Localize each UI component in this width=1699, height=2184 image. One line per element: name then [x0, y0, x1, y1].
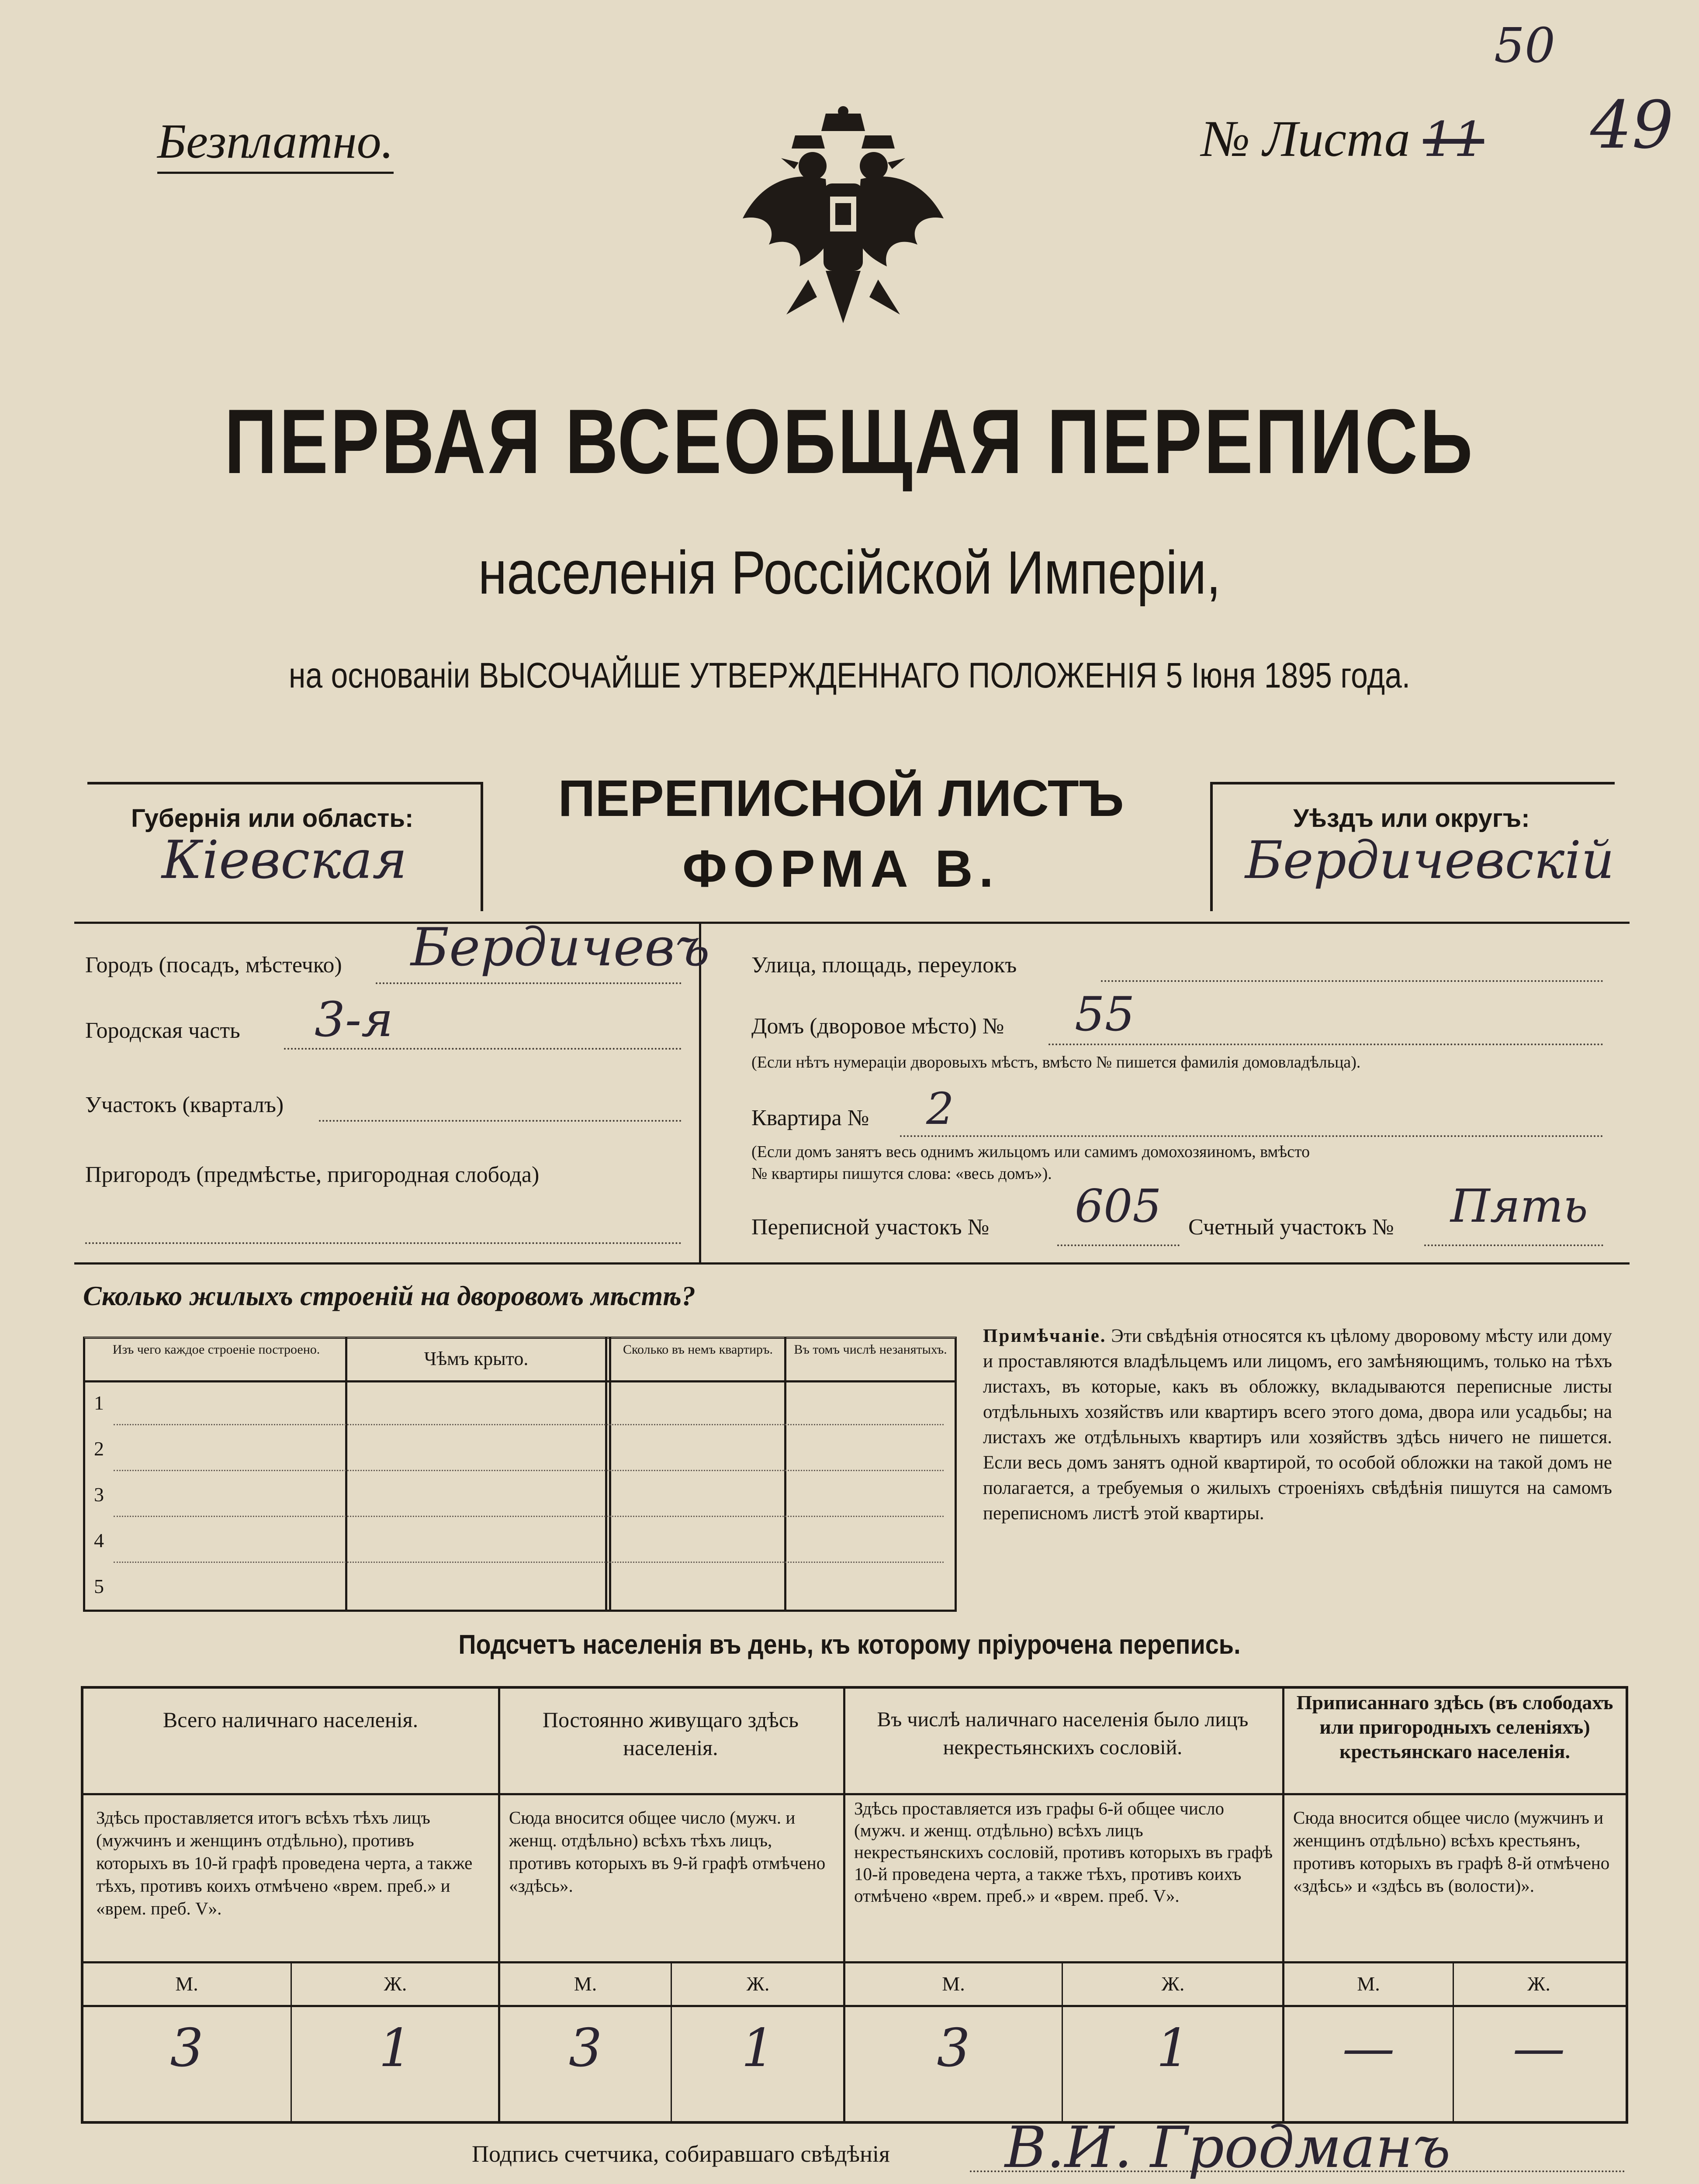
buildings-col2-header: Чѣмъ крыто.: [424, 1348, 529, 1369]
signature-label: Подпись счетчика, собиравшаго свѣдѣнія: [472, 2141, 890, 2167]
count-col4-female: —: [1512, 2018, 1565, 2079]
female-label: Ж.: [1161, 1973, 1185, 1995]
flat-line: [900, 1133, 1603, 1137]
free-label: Безплатно.: [157, 114, 394, 174]
flat-note-1: (Если домъ занятъ весь однимъ жильцомъ или самимъ домохозяиномъ, вмѣсто: [751, 1143, 1310, 1161]
gubernia-label: Губернія или область:: [131, 804, 414, 833]
count-col4-head: Приписаннаго здѣсь (въ слободахъ или пригородныхъ селеніяхъ) крестьянскаго населенія.: [1296, 1691, 1613, 1762]
count-col1-male: 3: [170, 2018, 204, 2079]
city-value: Бердичевъ: [411, 917, 710, 978]
uezd-label: Уѣздъ или округъ:: [1293, 804, 1530, 833]
buildings-row-5: [94, 1575, 104, 1598]
row-number: 2: [94, 1438, 104, 1460]
male-label: М.: [574, 1973, 597, 1995]
part-value: 3-я: [315, 992, 393, 1047]
count-col1-desc: Здѣсь проставляется итогъ всѣхъ тѣхъ лицъ (мужчинъ и женщинъ отдѣльно), противъ которыхъ въ 10-й графѣ проведена черта, а также тѣхъ, противъ коихъ отмѣчено «врем. преб.» и «врем. преб. V».: [96, 1807, 473, 1918]
male-label: М.: [175, 1973, 198, 1995]
address-top-rule: [74, 922, 1630, 924]
count-mf-sep: [1453, 1961, 1454, 2123]
count-col3-desc: Здѣсь проставляется изъ графы 6-й общее число (мужч. и женщ. отдѣльно) всѣхъ лицъ некрестьянскихъ сословій, противъ которыхъ въ графѣ 10-й проведена черта, а также тѣхъ, противъ коихъ отмѣчено «врем. преб.» и «врем. преб. V».: [854, 1798, 1273, 1906]
buildings-row-line: [114, 1470, 944, 1471]
census-area-label: Переписной участокъ №: [751, 1215, 990, 1240]
part-label: Городская часть: [85, 1018, 240, 1043]
count-col4-desc: Сюда вносится общее число (мужчинъ и женщинъ отдѣльно) всѣхъ крестьянъ, противъ которыхъ въ графѣ 8-й отмѣчено «здѣсь» и «здѣсь въ (волости)».: [1293, 1807, 1610, 1896]
street-line: [1101, 978, 1603, 982]
page-number: 50: [1494, 17, 1555, 73]
note-text: Эти свѣдѣнія относятся къ цѣлому дворовому мѣсту или дому и проставляются владѣльцемъ или лицомъ, его замѣняющимъ, только на тѣхъ листахъ, въ которые, какъ въ обложку, вкладываются переписные листы отдѣльныхъ хозяйствъ или квартиръ всего этого дома, двора или усадьбы; на листахъ же отдѣльныхъ квартиръ или хозяйствъ здѣсь ничего не пишется. Если весь домъ занятъ одной квартирой, то особой обложки на такой домъ не полагается, а требуемыя о жилыхъ строеніяхъ свѣдѣнія пишутся на самомъ переписномъ листѣ этой квартиры.: [983, 1326, 1612, 1524]
buildings-row-2: [94, 1437, 104, 1460]
count-title: Подсчетъ населенія въ день, къ которому пріурочена перепись.: [458, 1630, 1241, 1660]
bleed-through-left: [245, 175, 725, 358]
count-mf-rule: [81, 2005, 1627, 2007]
buildings-col-sep-1: [345, 1337, 347, 1610]
coat-of-arms-emblem: [725, 105, 961, 341]
count-col2-male: 3: [568, 2018, 602, 2079]
suburb-line: [85, 1241, 682, 1244]
note-lead: Примѣчаніе.: [983, 1326, 1107, 1346]
house-note: (Если нѣтъ нумераціи дворовыхъ мѣстъ, вмѣсто № пишется фамилія домовладѣльца).: [751, 1053, 1361, 1071]
uezd-value: Бердичевскій: [1245, 830, 1615, 890]
city-line: [376, 981, 682, 984]
note-block: [983, 1324, 1612, 1526]
buildings-header-rule: [83, 1380, 957, 1382]
female-label: Ж.: [384, 1973, 407, 1995]
census-area-value: 605: [1075, 1179, 1162, 1233]
row-number: 1: [94, 1392, 104, 1414]
flat-label: Квартира №: [751, 1106, 869, 1130]
buildings-question: Сколько жилыхъ строеній на дворовомъ мѣстѣ?: [83, 1280, 696, 1311]
sheet-number: [1201, 109, 1484, 169]
buildings-table: [83, 1337, 957, 1612]
count-col2-desc: Сюда вносится общее число (мужч. и женщ. отдѣльно) всѣхъ тѣхъ лицъ, противъ которыхъ въ 9-й графѣ отмѣчено «здѣсь».: [509, 1807, 826, 1896]
buildings-col4-header: Въ томъ числѣ незанятыхъ.: [794, 1342, 947, 1357]
count-desc-rule: [81, 1961, 1627, 1963]
buildings-row-1: [94, 1391, 104, 1414]
buildings-row-line: [114, 1516, 944, 1517]
buildings-col-sep-3: [784, 1337, 786, 1610]
buildings-col3-header: Сколько въ немъ квартиръ.: [623, 1342, 773, 1357]
suburb-label: Пригородъ (предмѣстье, пригородная слобода): [85, 1162, 540, 1187]
male-label: М.: [942, 1973, 965, 1995]
buildings-row-line: [114, 1424, 944, 1425]
area-line: [319, 1118, 682, 1122]
counting-area-line: [1424, 1243, 1603, 1246]
row-number: 5: [94, 1575, 104, 1597]
counting-area-value: Пять: [1450, 1179, 1588, 1233]
male-label: М.: [1357, 1973, 1380, 1995]
sheet-number-label: № Листа: [1201, 110, 1410, 167]
form-title: ФОРМА В.: [682, 840, 1000, 898]
count-col3-female: 1: [1156, 2018, 1190, 2079]
city-label: Городъ (посадъ, мѣстечко): [85, 953, 342, 978]
row-number: 4: [94, 1529, 104, 1552]
gubernia-value: Кіевская: [162, 830, 407, 891]
count-col2-female: 1: [741, 2018, 775, 2079]
buildings-col-sep-2: [605, 1337, 611, 1610]
basis-line: на основаніи ВЫСОЧАЙШЕ УТВЕРЖДЕННАГО ПОЛОЖЕНІЯ 5 Іюня 1895 года.: [288, 656, 1411, 695]
count-col1-female: 1: [378, 2018, 412, 2079]
house-label: Домъ (дворовое мѣсто) №: [751, 1014, 1004, 1039]
count-col4-male: —: [1342, 2018, 1395, 2079]
count-col1-head: Всего наличнаго населенія.: [163, 1707, 419, 1732]
buildings-row-3: [94, 1483, 104, 1506]
house-line: [1048, 1042, 1603, 1045]
sheet-number-handwritten: 49: [1590, 87, 1674, 163]
signature-value: В.И. Гродманъ: [1005, 2114, 1451, 2181]
counting-area-label: Счетный участокъ №: [1188, 1215, 1394, 1240]
street-label: Улица, площадь, переулокъ: [751, 953, 1017, 978]
address-bottom-rule: [74, 1262, 1630, 1265]
count-mf-sep: [671, 1961, 672, 2123]
female-label: Ж.: [1527, 1973, 1550, 1995]
count-col3-head: Въ числѣ наличнаго населенія было лицъ некрестьянскихъ сословій.: [877, 1708, 1249, 1759]
area-label: Участокъ (кварталъ): [85, 1092, 284, 1117]
flat-value: 2: [926, 1083, 954, 1134]
list-title: ПЕРЕПИСНОЙ ЛИСТЪ: [558, 770, 1124, 827]
buildings-row-line: [114, 1562, 944, 1563]
subtitle: населенія Россійской Имперіи,: [478, 538, 1221, 607]
buildings-row-4: [94, 1529, 104, 1552]
row-number: 3: [94, 1483, 104, 1506]
flat-note-2: № квартиры пишутся слова: «весь домъ»).: [751, 1165, 1052, 1183]
census-area-line: [1057, 1243, 1180, 1246]
count-col2-head: Постоянно живущаго здѣсь населенія.: [543, 1707, 799, 1760]
female-label: Ж.: [746, 1973, 770, 1995]
buildings-col1-header: Изъ чего каждое строеніе построено.: [112, 1342, 320, 1357]
house-value: 55: [1075, 987, 1135, 1042]
count-head-rule: [81, 1793, 1627, 1795]
main-title: ПЕРВАЯ ВСЕОБЩАЯ ПЕРЕПИСЬ: [224, 390, 1475, 493]
count-mf-sep: [1062, 1961, 1063, 2123]
count-col3-male: 3: [937, 2018, 970, 2079]
count-mf-sep: [291, 1961, 292, 2123]
sheet-number-value: 11: [1423, 111, 1484, 167]
